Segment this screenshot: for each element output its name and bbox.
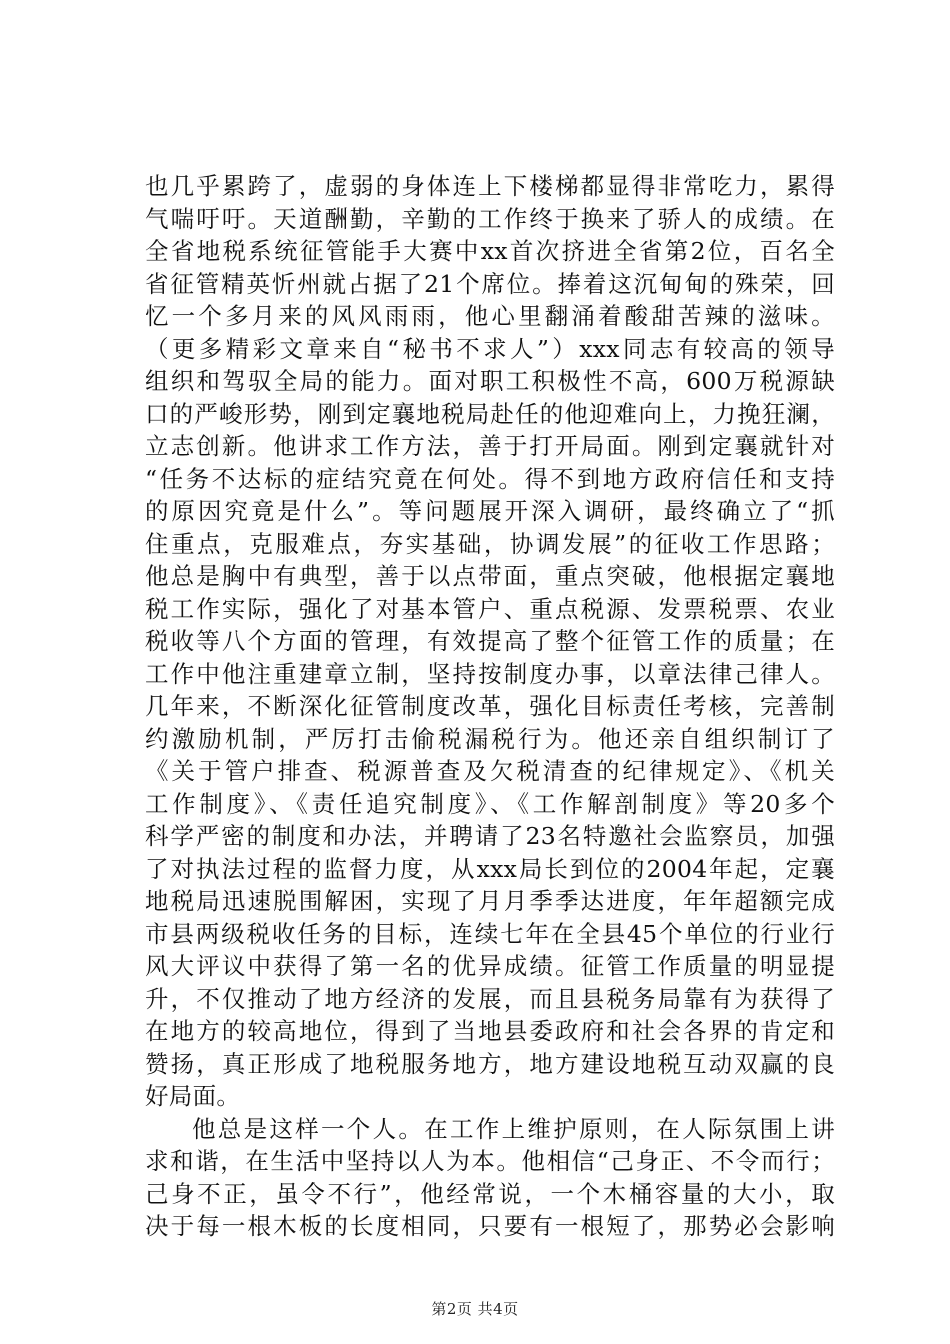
text-line: 组织和驾驭全局的能力。面对职工积极性不高，600万税源缺 bbox=[145, 367, 835, 395]
text-line: 工作制度》、《责任追究制度》、《工作解剖制度》等20多个 bbox=[145, 789, 835, 818]
text-line: 口的严峻形势，刚到定襄地税局赴任的他迎难向上，力挽狂澜， bbox=[145, 399, 835, 428]
text-line: 忆一个多月来的风风雨雨，他心里翻涌着酸甜苦辣的滋味。 bbox=[145, 302, 835, 330]
text-line: 决于每一根木板的长度相同，只要有一根短了，那势必会影响 bbox=[145, 1212, 835, 1240]
text-line: 住重点，克服难点，夯实基础，协调发展”的征收工作思路； bbox=[145, 529, 835, 558]
text-line: 己身不正，虽令不行”，他经常说，一个木桶容量的大小，取 bbox=[145, 1179, 835, 1208]
text-line: 在地方的较高地位，得到了当地县委政府和社会各界的肯定和 bbox=[145, 1017, 835, 1045]
text-line: 工作中他注重建章立制，坚持按制度办事，以章法律己律人。 bbox=[145, 659, 835, 688]
text-line: 升，不仅推动了地方经济的发展，而且县税务局靠有为获得了 bbox=[145, 984, 835, 1013]
text-line: 的原因究竟是什么”。等问题展开深入调研，最终确立了“抓 bbox=[145, 497, 835, 525]
text-line: 他总是胸中有典型，善于以点带面，重点突破，他根据定襄地 bbox=[145, 562, 835, 590]
paragraph-start-line: 他总是这样一个人。在工作上维护原则，在人际氛围上讲 bbox=[192, 1114, 835, 1143]
page-number-footer: 第2页 共4页 bbox=[431, 1300, 519, 1318]
text-line: 税工作实际，强化了对基本管户、重点税源、发票税票、农业 bbox=[145, 594, 835, 623]
text-line: 求和谐，在生活中坚持以人为本。他相信“己身正、不令而行； bbox=[145, 1147, 835, 1175]
text-line: 风大评议中获得了第一名的优异成绩。征管工作质量的明显提 bbox=[145, 952, 835, 980]
text-line: 全省地税系统征管能手大赛中xx首次挤进全省第2位，百名全 bbox=[145, 237, 835, 265]
text-line: 气喘吁吁。天道酬勤，辛勤的工作终于换来了骄人的成绩。在 bbox=[145, 204, 835, 233]
text-line: 赞扬，真正形成了地税服务地方，地方建设地税互动双赢的良 bbox=[145, 1049, 835, 1078]
text-line: 科学严密的制度和办法，并聘请了23名特邀社会监察员，加强 bbox=[145, 822, 835, 850]
text-line: 了对执法过程的监督力度，从xxx局长到位的2004年起，定襄 bbox=[145, 854, 835, 883]
paragraph-end-line: 好局面。 bbox=[145, 1082, 241, 1110]
document-body bbox=[145, 170, 835, 1243]
text-line: 立志创新。他讲求工作方法，善于打开局面。刚到定襄就针对 bbox=[145, 432, 835, 460]
text-line: “任务不达标的症结究竟在何处。得不到地方政府信任和支持 bbox=[145, 464, 835, 493]
text-line: 几年来，不断深化征管制度改革，强化目标责任考核，完善制 bbox=[145, 692, 835, 720]
text-line: 市县两级税收任务的目标，连续七年在全县45个单位的行业行 bbox=[145, 919, 835, 948]
text-line: 《关于管户排查、税源普查及欠税清查的纪律规定》、《机关 bbox=[145, 757, 835, 785]
text-line: 约激励机制，严厉打击偷税漏税行为。他还亲自组织制订了 bbox=[145, 724, 835, 753]
text-line: 省征管精英忻州就占据了21个席位。捧着这沉甸甸的殊荣，回 bbox=[145, 269, 835, 298]
text-line: 地税局迅速脱围解困，实现了月月季季达进度，年年超额完成 bbox=[145, 887, 835, 915]
text-line: 税收等八个方面的管理，有效提高了整个征管工作的质量；在 bbox=[145, 627, 835, 655]
text-line: 也几乎累跨了，虚弱的身体连上下楼梯都显得非常吃力，累得 bbox=[145, 172, 835, 200]
text-line: （更多精彩文章来自“秘书不求人”）xxx同志有较高的领导 bbox=[145, 334, 835, 363]
